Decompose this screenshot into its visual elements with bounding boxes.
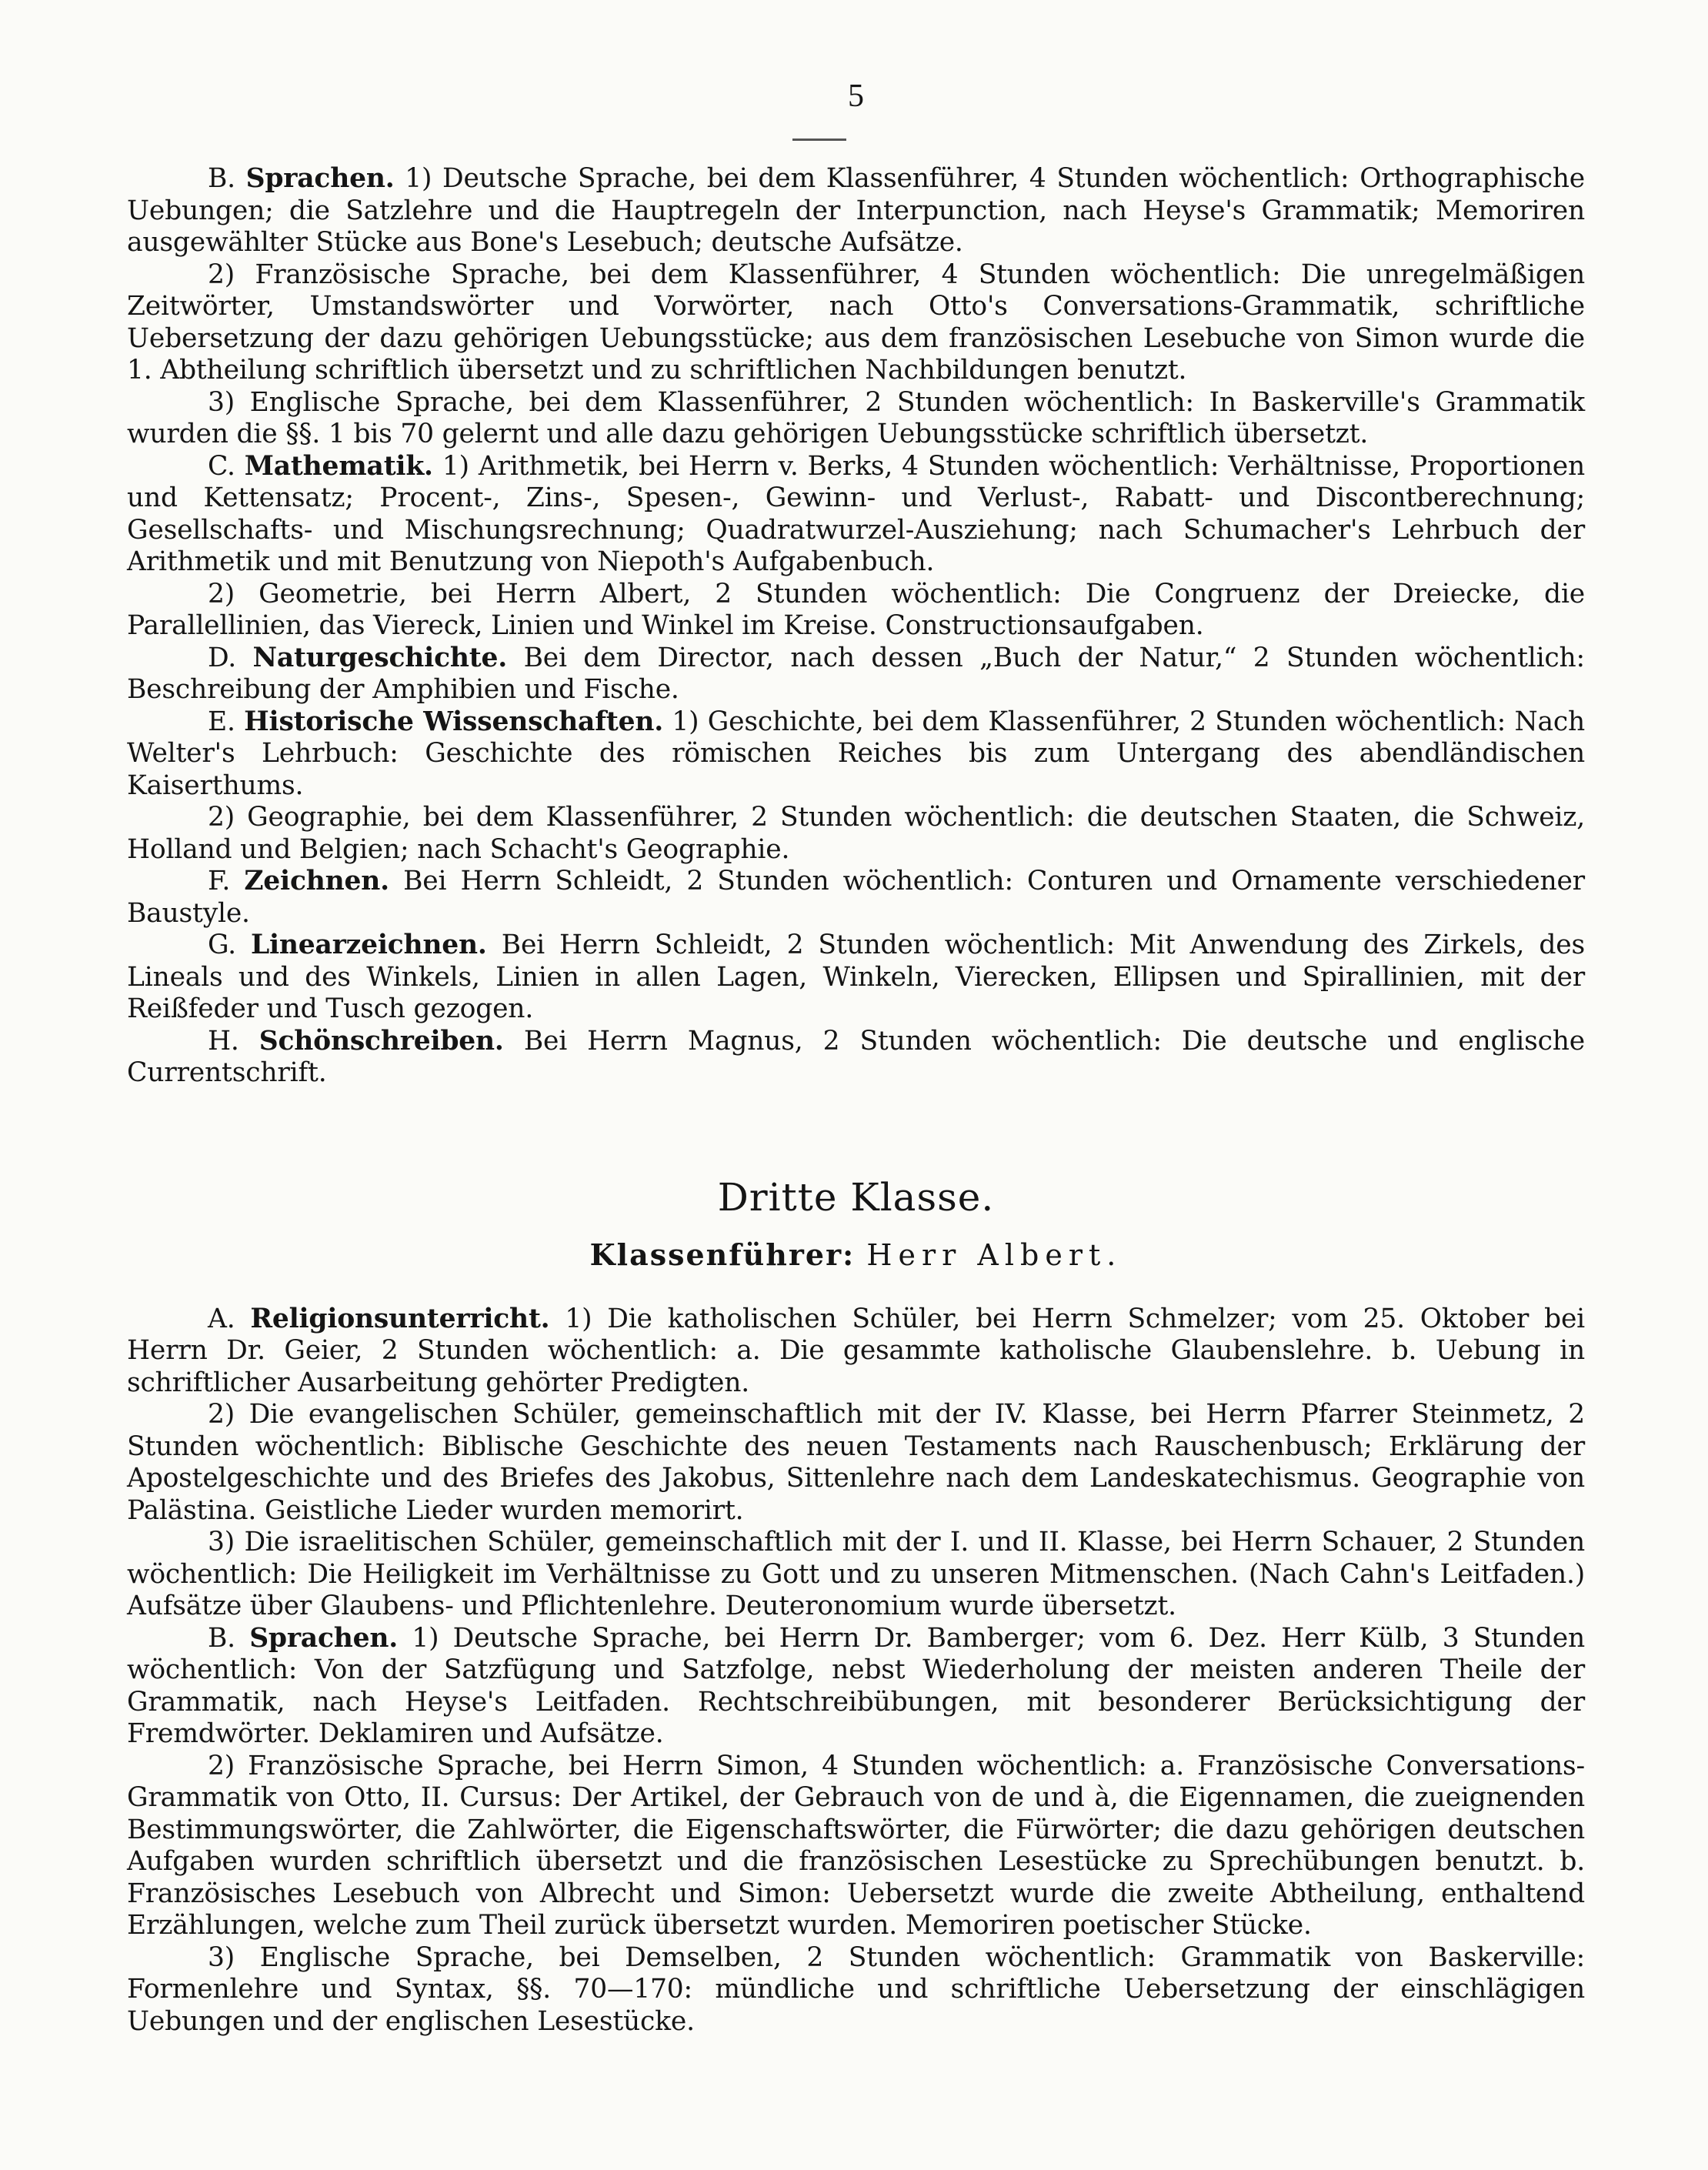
- curriculum-paragraph: [127, 802, 1585, 866]
- paragraph-text: 3) Die israelitischen Schüler, gemeinschaftlich mit der I. und II. Klasse, bei Herrn Schauer, 2 Stunden wöchentlich: Die Heiligkeit im Verhältnisse zu Gott und zu unseren Mitmenschen. (Nach Cahn's Leitfaden.) Aufsätze über Glaubens- und Pflichtenlehre. Deuteronomium wurde übersetzt.: [127, 1527, 1585, 1621]
- curriculum-paragraph: [127, 387, 1585, 451]
- subject-letter: C.: [208, 450, 235, 482]
- subject-letter: H.: [208, 1025, 239, 1057]
- subject-heading: Zeichnen.: [244, 866, 389, 896]
- subject-letter: E.: [208, 706, 235, 737]
- paragraph-text: 2) Die evangelischen Schüler, gemeinschaftlich mit der IV. Klasse, bei Herrn Pfarrer Steinmetz, 2 Stunden wöchentlich: Biblische Geschichte des neuen Testaments nach Rauschenbusch; Erklärung der Apostelgeschichte und des Briefes des Jakobus, Sittenlehre nach dem Landeskatechismus. Geographie von Palästina. Geistliche Lieder wurden memorirt.: [127, 1399, 1585, 1526]
- curriculum-paragraph: [127, 1751, 1585, 1942]
- subject-heading: Historische Wissenschaften.: [244, 706, 664, 737]
- third-class-curriculum: [127, 1304, 1585, 2038]
- curriculum-paragraph: [127, 579, 1585, 643]
- paragraph-text: 1) Geschichte, bei dem Klassenführer, 2 Stunden wöchentlich: Nach Welter's Lehrbuch: Geschichte des römischen Reiches bis zum Untergang des abendländischen Kaiserthums.: [127, 706, 1585, 801]
- paragraph-text: 1) Arithmetik, bei Herrn v. Berks, 4 Stunden wöchentlich: Verhältnisse, Proportionen und Kettensatz; Procent-, Zins-, Spesen-, Gewinn- und Verlust-, Rabatt- und Discontberechnung; Gesellschafts- und Mischungsrechnung; Quadratwurzel-Ausziehung; nach Schumacher's Lehrbuch der Arithmetik und mit Benutzung von Niepoth's Aufgabenbuch.: [127, 450, 1585, 577]
- curriculum-paragraph: [127, 1399, 1585, 1527]
- curriculum-paragraph: [127, 706, 1585, 803]
- subject-heading: Sprachen.: [249, 1622, 399, 1654]
- paragraph-text: 2) Geographie, bei dem Klassenführer, 2 Stunden wöchentlich: die deutschen Staaten, die Schweiz, Holland und Belgien; nach Schacht's Geographie.: [127, 802, 1585, 865]
- subject-letter: A.: [208, 1303, 235, 1334]
- paragraph-text: 2) Französische Sprache, bei Herrn Simon, 4 Stunden wöchentlich: a. Französische Conversations-Grammatik von Otto, II. Cursus: Der Artikel, der Gebrauch von de und à, die Eigennamen, die zueignenden Bestimmungswörter, die Zahlwörter, die Eigenschaftswörter, die Fürwörter; die dazu gehörigen deutschen Aufgaben wurden schriftlich übersetzt und die französischen Lesestücke zu Sprechübungen benutzt. b. Französisches Lesebuch von Albrecht und Simon: Uebersetzt wurde die zweite Abtheilung, enthaltend Erzählungen, welche zum Theil zurück übersetzt wurden. Memoriren poetischer Stücke.: [127, 1750, 1585, 1941]
- subject-heading: Mathematik.: [244, 450, 433, 482]
- paragraph-text: 3) Englische Sprache, bei Demselben, 2 Stunden wöchentlich: Grammatik von Baskerville: Formenlehre und Syntax, §§. 70—170: mündliche und schriftliche Uebersetzung der einschlägigen Uebungen und der englischen Lesestücke.: [127, 1941, 1585, 2037]
- paragraph-text: 2) Geometrie, bei Herrn Albert, 2 Stunden wöchentlich: Die Congruenz der Dreiecke, die Parallellinien, das Viereck, Linien und Winkel im Kreise. Constructionsaufgaben.: [127, 578, 1585, 641]
- subject-letter: G.: [208, 930, 236, 960]
- subject-letter: D.: [208, 642, 236, 673]
- subject-heading: Sprachen.: [245, 163, 395, 194]
- subject-letter: B.: [208, 1622, 235, 1654]
- curriculum-paragraph: [127, 1942, 1585, 2038]
- curriculum-paragraph: [127, 163, 1585, 259]
- curriculum-paragraph: [127, 259, 1585, 387]
- second-class-curriculum: [127, 163, 1585, 1090]
- curriculum-paragraph: [127, 1623, 1585, 1751]
- page-number: 5: [848, 78, 864, 114]
- paragraph-text: 1) Die katholischen Schüler, bei Herrn Schmelzer; vom 25. Oktober bei Herrn Dr. Geier, 2 Stunden wöchentlich: a. Die gesammte katholische Glaubenslehre. b. Uebung in schriftlicher Ausarbeitung gehörter Predigten.: [127, 1303, 1585, 1398]
- paragraph-text: Bei Herrn Schleidt, 2 Stunden wöchentlich: Mit Anwendung des Zirkels, des Lineals und des Winkels, Linien in allen Lagen, Winkeln, Vierecken, Ellipsen und Spirallinien, mit der Reißfeder und Tusch gezogen.: [127, 930, 1585, 1024]
- subject-letter: B.: [208, 163, 235, 194]
- section-subtitle: [127, 1237, 1585, 1273]
- paragraph-text: Bei dem Director, nach dessen „Buch der Natur,“ 2 Stunden wöchentlich: Beschreibung der Amphibien und Fische.: [127, 642, 1585, 705]
- paragraph-text: 1) Deutsche Sprache, bei Herrn Dr. Bamberger; vom 6. Dez. Herr Külb, 3 Stunden wöchentlich: Von der Satzfügung und Satzfolge, nebst Wiederholung der meisten anderen Theile der Grammatik, nach Heyse's Leitfaden. Rechtschreibübungen, mit besonderer Berücksichtigung der Fremdwörter. Deklamiren und Aufsätze.: [127, 1622, 1585, 1749]
- paragraph-text: Bei Herrn Schleidt, 2 Stunden wöchentlich: Conturen und Ornamente verschiedener Baustyle.: [127, 866, 1585, 929]
- curriculum-paragraph: [127, 1304, 1585, 1400]
- paragraph-text: 2) Französische Sprache, bei dem Klassenführer, 4 Stunden wöchentlich: Die unregelmäßigen Zeitwörter, Umstandswörter und Vorwörter, nach Otto's Conversations-Grammatik, schriftliche Uebersetzung der dazu gehörigen Uebungsstücke; aus dem französischen Lesebuche von Simon wurde die 1. Abtheilung schriftlich übersetzt und zu schriftlichen Nachbildungen benutzt.: [127, 259, 1585, 386]
- curriculum-paragraph: [127, 866, 1585, 930]
- subject-letter: F.: [208, 866, 231, 896]
- header-rule: [792, 139, 846, 141]
- paragraph-text: Bei Herrn Magnus, 2 Stunden wöchentlich: Die deutsche und englische Currentschrift.: [127, 1025, 1585, 1088]
- curriculum-paragraph: [127, 451, 1585, 579]
- curriculum-paragraph: [127, 1026, 1585, 1090]
- subject-heading: Religionsunterricht.: [250, 1303, 550, 1334]
- paragraph-text: 3) Englische Sprache, bei dem Klassenführer, 2 Stunden wöchentlich: In Baskerville's Grammatik wurden die §§. 1 bis 70 gelernt und alle dazu gehörigen Uebungsstücke schriftlich übersetzt.: [127, 386, 1585, 449]
- subject-heading: Naturgeschichte.: [252, 642, 508, 673]
- class-leader-label: Klassenführer:: [589, 1237, 856, 1272]
- section-title: Dritte Klasse.: [717, 1174, 995, 1220]
- paragraph-text: 1) Deutsche Sprache, bei dem Klassenführer, 4 Stunden wöchentlich: Orthographische Uebungen; die Satzlehre und die Hauptregeln der Interpunction, nach Heyse's Grammatik; Memoriren ausgewählter Stücke aus Bone's Lesebuch; deutsche Aufsätze.: [127, 163, 1585, 258]
- curriculum-paragraph: [127, 1527, 1585, 1623]
- curriculum-paragraph: [127, 930, 1585, 1026]
- curriculum-paragraph: [127, 643, 1585, 706]
- class-leader-name: Herr Albert.: [866, 1237, 1123, 1272]
- subject-heading: Linearzeichnen.: [250, 930, 487, 960]
- subject-heading: Schönschreiben.: [259, 1025, 504, 1057]
